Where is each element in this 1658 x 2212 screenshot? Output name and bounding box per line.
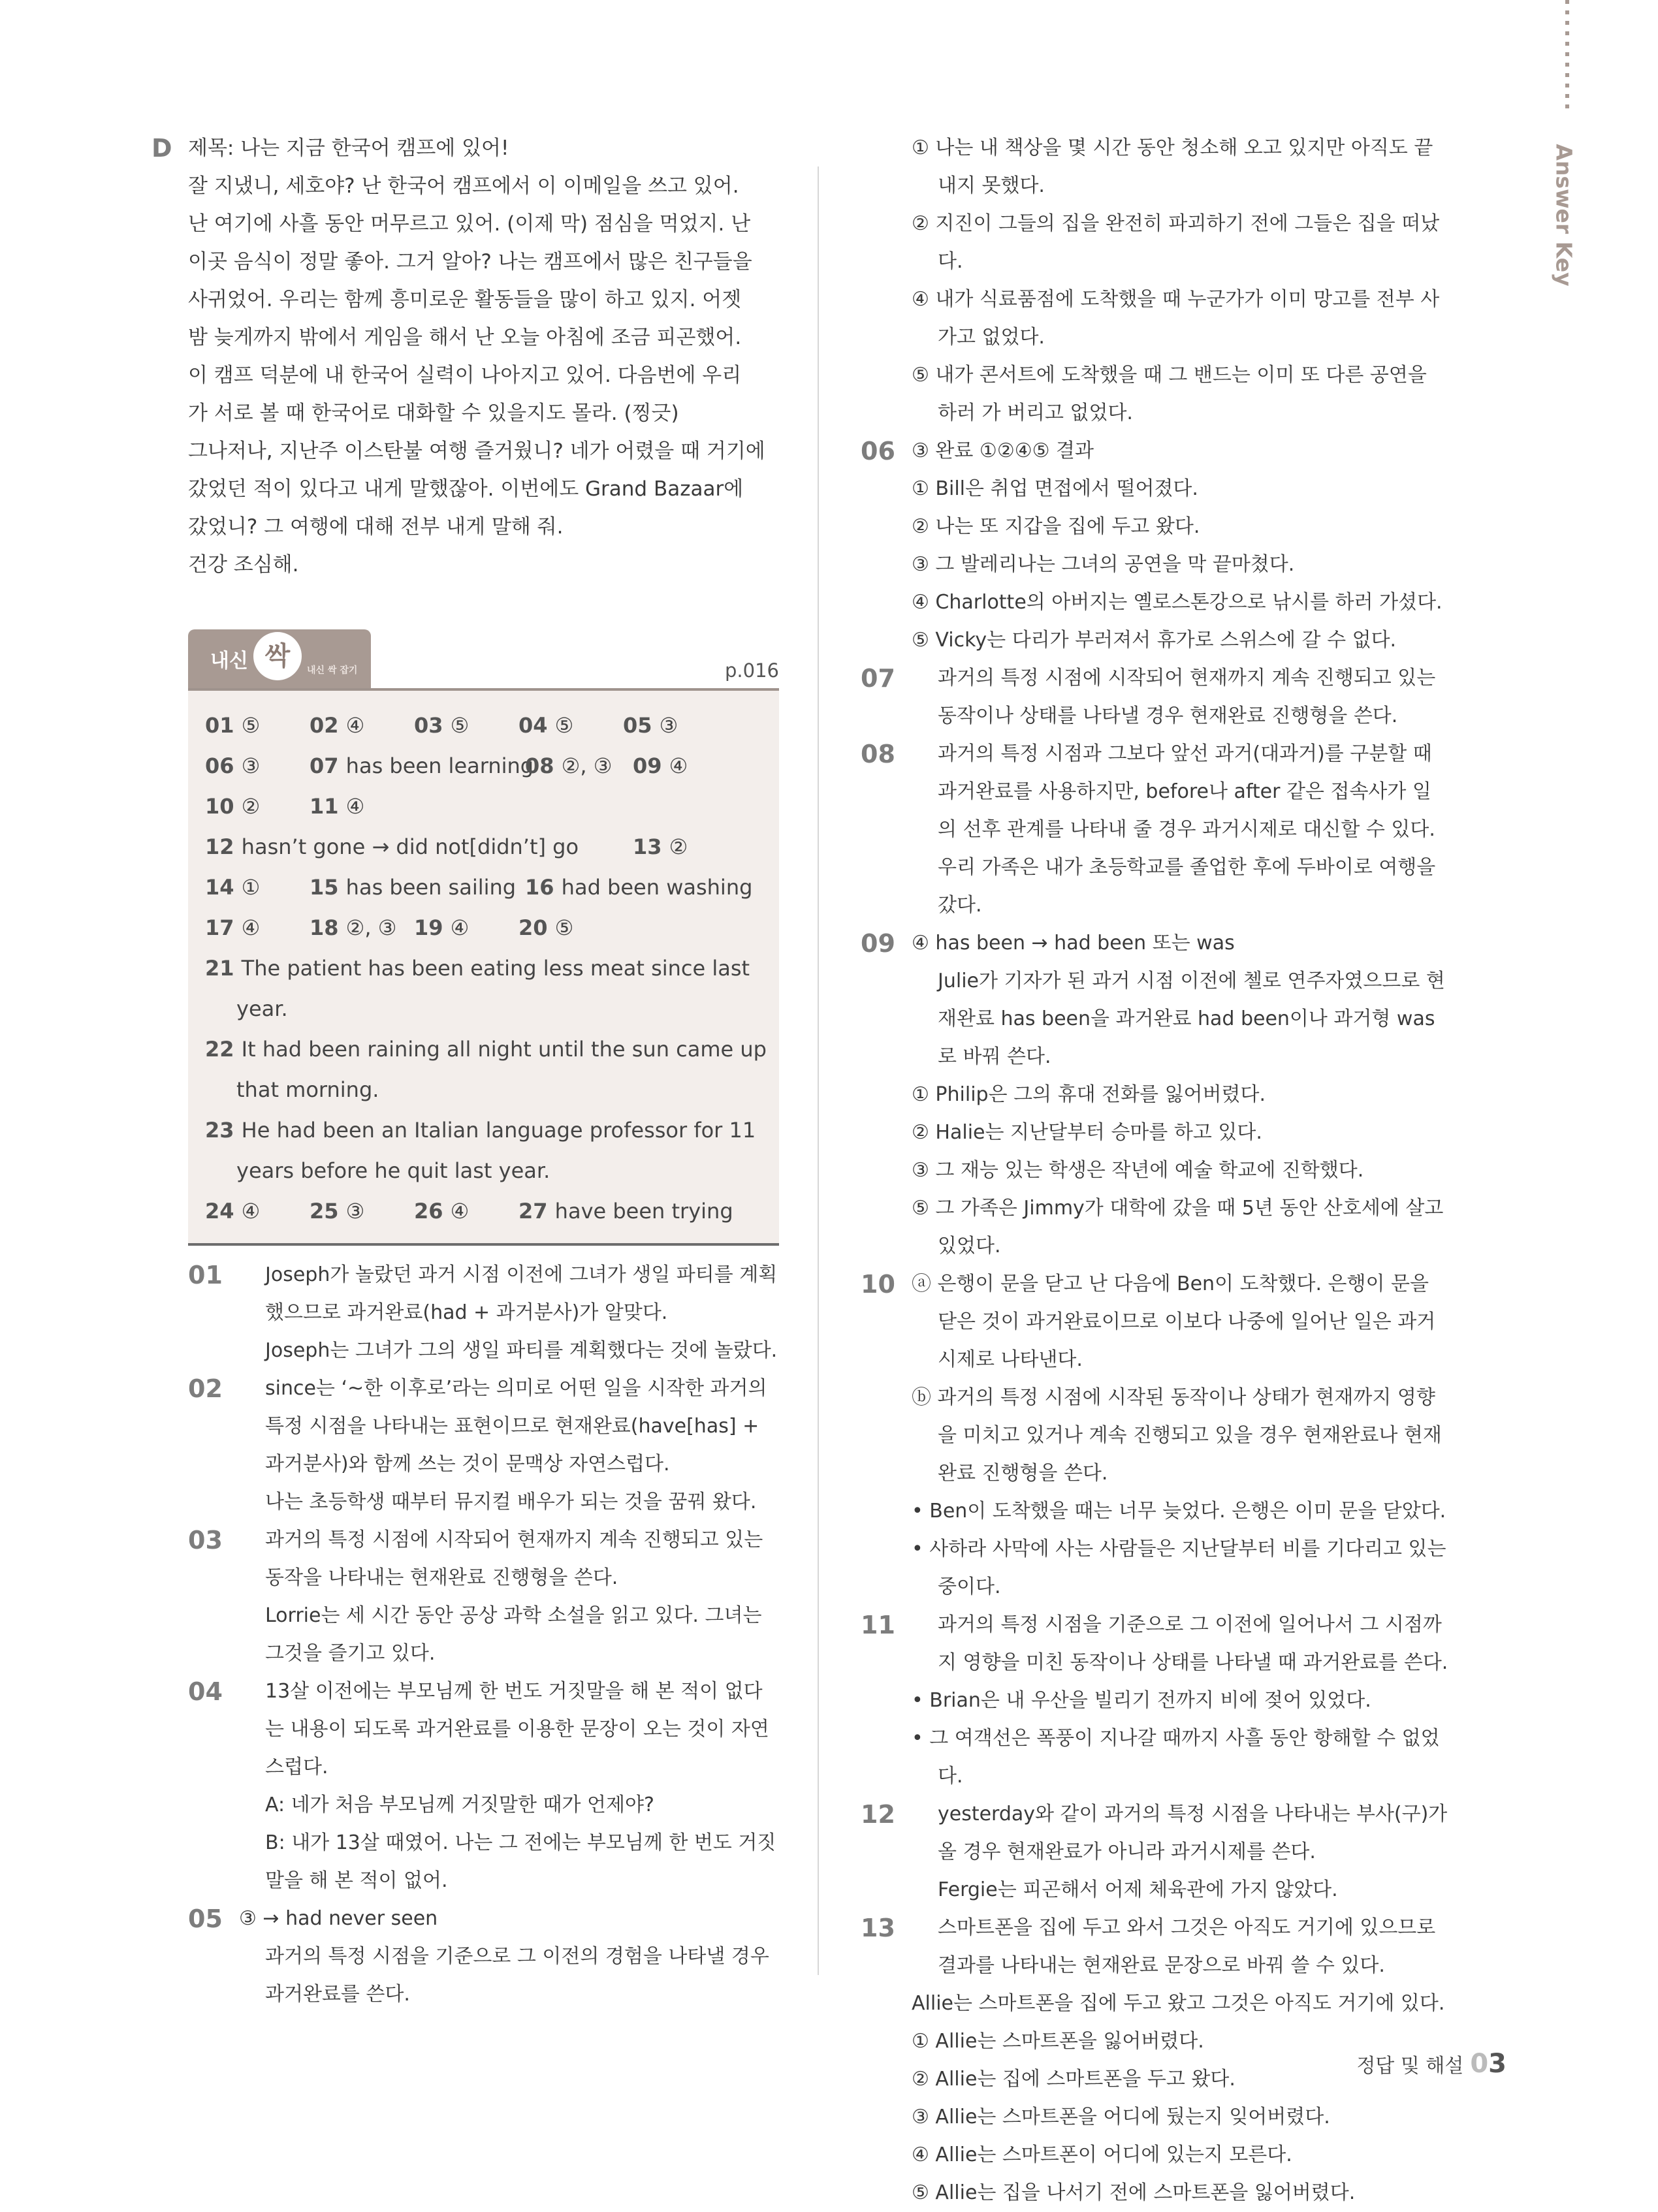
answer-value: ⑤ bbox=[554, 713, 574, 738]
answer-item bbox=[310, 908, 396, 948]
answer-item bbox=[205, 786, 260, 827]
answer-number: 01 bbox=[205, 713, 242, 738]
tag-badge: 싹 bbox=[253, 632, 302, 680]
answer-number: 11 bbox=[310, 794, 346, 819]
explanation-line: Julie가 기자가 된 과거 시점 이전에 첼로 연주자였으므로 현재완료 has been을 과거완료 had been이나 과거형 was로 바꿔 쓴다. bbox=[938, 970, 1445, 1068]
passage-line: 가 서로 볼 때 한국어로 대화할 수 있을지도 몰라. (찡긋) bbox=[188, 402, 679, 425]
explanation-line: ① Bill은 취업 면접에서 떨어졌다. bbox=[912, 477, 1198, 500]
answer-item bbox=[205, 705, 260, 746]
answer-item bbox=[205, 746, 260, 786]
explanation-11 bbox=[861, 1606, 1448, 1795]
answer-number: 15 bbox=[310, 875, 346, 900]
explanation-line: Allie는 스마트폰을 집에 두고 왔고 그것은 아직도 거기에 있다. bbox=[912, 1992, 1445, 2015]
explanation-line: ③ → had never seen bbox=[239, 1907, 438, 1930]
explanation-line: ④ 내가 식료품점에 도착했을 때 누군가가 이미 망고를 전부 사 가고 없었다. bbox=[912, 288, 1440, 349]
passage-text bbox=[188, 129, 779, 584]
explanation-line: ③ 그 재능 있는 학생은 작년에 예술 학교에 진학했다. bbox=[912, 1159, 1364, 1182]
question-number: 07 bbox=[861, 664, 895, 693]
answer-number: 02 bbox=[310, 713, 346, 738]
explanation-09 bbox=[861, 924, 1448, 1265]
answer-value: ②, ③ bbox=[345, 915, 397, 940]
explanation-line: Fergie는 피곤해서 어제 체육관에 가지 않았다. bbox=[938, 1878, 1338, 1901]
question-number: 02 bbox=[188, 1374, 223, 1403]
question-number: 08 bbox=[861, 740, 895, 768]
answer-value: has been sailing bbox=[345, 875, 517, 900]
answer-value: ④ bbox=[345, 794, 365, 819]
answer-item bbox=[518, 705, 573, 746]
explanation-07 bbox=[861, 659, 1448, 735]
answer-number: 24 bbox=[205, 1199, 242, 1224]
answer-value: ③ bbox=[345, 1199, 365, 1224]
explanation-line: 과거의 특정 시점을 기준으로 그 이전에 일어나서 그 시점까지 영향을 미친 동작이나 상태를 나타낼 때 과거완료를 쓴다. bbox=[938, 1613, 1448, 1674]
question-number: 01 bbox=[188, 1261, 223, 1289]
answer-value: ④ bbox=[450, 915, 470, 940]
explanation-02 bbox=[188, 1370, 779, 1521]
question-number: 04 bbox=[188, 1677, 223, 1706]
right-column bbox=[861, 129, 1448, 2212]
question-number: 03 bbox=[188, 1526, 223, 1555]
explanation-line: ⓑ 과거의 특정 시점에 시작된 동작이나 상태가 현재까지 영향을 미치고 있거나 계속 진행되고 있을 경우 현재완료나 현재완료 진행형을 쓴다. bbox=[912, 1386, 1442, 1485]
explanation-line: Joseph는 그녀가 그의 생일 파티를 계획했다는 것에 놀랐다. bbox=[265, 1339, 778, 1362]
question-number: 09 bbox=[861, 929, 895, 958]
answer-value: ③ bbox=[241, 753, 261, 778]
explanation-line: ② 나는 또 지갑을 집에 두고 왔다. bbox=[912, 515, 1200, 538]
answer-number: 21 bbox=[205, 956, 242, 981]
explanation-line: ⑤ Vicky는 다리가 부러져서 휴가로 스위스에 갈 수 없다. bbox=[912, 629, 1397, 652]
question-number: 12 bbox=[861, 1800, 895, 1829]
explanation-line: ② 지진이 그들의 집을 완전히 파괴하기 전에 그들은 집을 떠났다. bbox=[912, 212, 1440, 273]
question-number: 06 bbox=[861, 437, 895, 466]
explanation-line: since는 ‘~한 이후로’라는 의미로 어떤 일을 시작한 과거의 특정 시점을 나타내는 표현이므로 현재완료(have[has] + 과거분사)와 함께 쓰는 것이 문맥상 자연스럽다. bbox=[265, 1377, 767, 1476]
answer-value: hasn’t gone → did not[didn’t] go bbox=[241, 834, 579, 859]
answer-number: 13 bbox=[633, 834, 669, 859]
answer-box bbox=[188, 691, 779, 1243]
answer-number: 05 bbox=[623, 713, 660, 738]
answer-value: ③ bbox=[659, 713, 678, 738]
explanation-line: 13살 이전에는 부모님께 한 번도 거짓말을 해 본 적이 없다는 내용이 되도록 과거완료를 이용한 문장이 오는 것이 자연스럽다. bbox=[265, 1680, 769, 1778]
answer-item bbox=[205, 908, 260, 948]
question-number: 11 bbox=[861, 1611, 895, 1639]
answer-number: 06 bbox=[205, 753, 242, 778]
answer-number: 18 bbox=[310, 915, 346, 940]
answer-value: have been trying bbox=[554, 1199, 733, 1224]
explanation-line: B: 내가 13살 때였어. 나는 그 전에는 부모님께 한 번도 거짓말을 해 본 적이 없어. bbox=[265, 1831, 776, 1892]
answer-number: 16 bbox=[525, 875, 562, 900]
question-number: 05 bbox=[188, 1904, 223, 1933]
answer-item bbox=[205, 1110, 779, 1191]
answer-number: 08 bbox=[525, 753, 562, 778]
explanation-line: ① Philip은 그의 휴대 전화를 잃어버렸다. bbox=[912, 1083, 1266, 1106]
explanation-line: ④ Allie는 스마트폰이 어디에 있는지 모른다. bbox=[912, 2143, 1292, 2166]
answer-number: 12 bbox=[205, 834, 242, 859]
answer-item bbox=[205, 867, 260, 908]
answer-item bbox=[414, 705, 469, 746]
passage-line: 잘 지냈니, 세호야? 난 한국어 캠프에서 이 이메일을 쓰고 있어. bbox=[188, 174, 739, 198]
answer-value: ② bbox=[669, 834, 688, 859]
answer-value: ⑤ bbox=[450, 713, 470, 738]
explanation-04 bbox=[188, 1673, 779, 1900]
explanation-line: yesterday와 같이 과거의 특정 시점을 나타내는 부사(구)가 올 경우 현재완료가 아니라 과거시제를 쓴다. bbox=[938, 1803, 1448, 1863]
answer-value: ④ bbox=[669, 753, 688, 778]
answer-row bbox=[205, 827, 779, 867]
explanation-line: 나는 초등학생 때부터 뮤지컬 배우가 되는 것을 꿈꿔 왔다. bbox=[265, 1491, 757, 1513]
answer-value: ④ bbox=[450, 1199, 470, 1224]
explanation-line: • Brian은 내 우산을 빌리기 전까지 비에 젖어 있었다. bbox=[912, 1689, 1371, 1712]
answer-item bbox=[310, 1191, 364, 1231]
answer-value: ④ bbox=[241, 915, 261, 940]
passage-line: 난 여기에 사흘 동안 머무르고 있어. (이제 막) 점심을 먹었지. 난 bbox=[188, 212, 751, 236]
answer-number: 10 bbox=[205, 794, 242, 819]
answer-value: has been learning bbox=[345, 753, 534, 778]
answer-box-bottom-rule bbox=[188, 1243, 779, 1246]
answer-row bbox=[205, 786, 779, 827]
answer-number: 07 bbox=[310, 753, 346, 778]
explanation-line: ③ 그 발레리나는 그녀의 공연을 막 끝마쳤다. bbox=[912, 553, 1295, 576]
explanation-line: 스마트폰을 집에 두고 와서 그것은 아직도 거기에 있으므로 결과를 나타내는 현재완료 문장으로 바꿔 쓸 수 있다. bbox=[938, 1916, 1436, 1977]
answer-value: ④ bbox=[241, 1199, 261, 1224]
explanation-line: 과거의 특정 시점을 기준으로 그 이전의 경험을 나타낼 경우 과거완료를 쓴다. bbox=[265, 1945, 769, 2006]
answer-number: 20 bbox=[518, 915, 555, 940]
passage-line: 그나저나, 지난주 이스탄불 여행 즐거웠니? 네가 어렸을 때 거기에 bbox=[188, 439, 765, 463]
answer-item bbox=[414, 908, 469, 948]
answer-item bbox=[525, 867, 752, 908]
explanation-line: ④ has been → had been 또는 was bbox=[912, 932, 1235, 955]
answer-value: ⑤ bbox=[554, 915, 574, 940]
explanation-line: 과거의 특정 시점과 그보다 앞선 과거(대과거)를 구분할 때 과거완료를 사용하지만, before나 after 같은 접속사가 일의 선후 관계를 나타내 줄 경우 과거시제로 대신할 수 있다. bbox=[938, 742, 1435, 841]
explanation-line: ⓐ 은행이 문을 닫고 난 다음에 Ben이 도착했다. 은행이 문을 닫은 것이 과거완료이므로 이보다 나중에 일어난 일은 과거시제로 나타낸다. bbox=[912, 1272, 1436, 1371]
explanation-line: A: 네가 처음 부모님께 거짓말한 때가 언제야? bbox=[265, 1793, 654, 1816]
answer-row bbox=[205, 746, 779, 786]
explanation-line: ① 나는 내 책상을 몇 시간 동안 청소해 오고 있지만 아직도 끝내지 못했다. bbox=[912, 136, 1433, 197]
answer-item bbox=[525, 746, 612, 786]
passage-line: 건강 조심해. bbox=[188, 553, 299, 577]
answer-item bbox=[310, 867, 516, 908]
answer-number: 03 bbox=[414, 713, 451, 738]
answer-item bbox=[205, 827, 579, 867]
answer-value: ① bbox=[241, 875, 261, 900]
explanation-line: • 사하라 사막에 사는 사람들은 지난달부터 비를 기다리고 있는 중이다. bbox=[912, 1538, 1446, 1598]
answer-box-header bbox=[188, 629, 779, 688]
answer-number: 25 bbox=[310, 1199, 346, 1224]
explanation-line: ③ 완료 ①②④⑤ 결과 bbox=[912, 439, 1094, 462]
answer-value: had been washing bbox=[561, 875, 753, 900]
explanation-line: 우리 가족은 내가 초등학교를 졸업한 후에 두바이로 여행을 갔다. bbox=[938, 856, 1436, 917]
explanation-01 bbox=[188, 1256, 779, 1370]
answer-number: 14 bbox=[205, 875, 242, 900]
question-number: 13 bbox=[861, 1914, 895, 1942]
explanation-line: ⑤ Allie는 집을 나서기 전에 스마트폰을 잃어버렸다. bbox=[912, 2181, 1356, 2204]
answer-number: 22 bbox=[205, 1037, 242, 1062]
explanation-line: ⑤ 내가 콘서트에 도착했을 때 그 밴드는 이미 또 다른 공연을 하러 가 버리고 없었다. bbox=[912, 364, 1427, 424]
page-footer: 정답 및 해설 03 bbox=[1356, 2049, 1507, 2079]
answer-item bbox=[518, 908, 573, 948]
passage-D bbox=[151, 129, 779, 584]
explanation-line: ④ Charlotte의 아버지는 옐로스톤강으로 낚시를 하러 가셨다. bbox=[912, 591, 1443, 614]
explanation-05-continued bbox=[861, 129, 1448, 432]
answer-number: 26 bbox=[414, 1199, 451, 1224]
passage-line: 갔었던 적이 있다고 내게 말했잖아. 이번에도 Grand Bazaar에 bbox=[188, 477, 744, 501]
passage-line: 이 캠프 덕분에 내 한국어 실력이 나아지고 있어. 다음번에 우리 bbox=[188, 364, 742, 387]
answer-item bbox=[633, 746, 688, 786]
left-column bbox=[151, 129, 779, 2014]
explanation-line: Lorrie는 세 시간 동안 공상 과학 소설을 읽고 있다. 그녀는 그것을 즐기고 있다. bbox=[265, 1604, 762, 1665]
page-reference: p.016 bbox=[725, 659, 779, 682]
answer-item bbox=[205, 1029, 779, 1110]
answer-item bbox=[518, 1191, 733, 1231]
decorative-dots bbox=[1565, 0, 1569, 111]
explanation-line: 과거의 특정 시점에 시작되어 현재까지 계속 진행되고 있는 동작이나 상태를 나타낼 경우 현재완료 진행형을 쓴다. bbox=[938, 667, 1436, 727]
answer-item bbox=[205, 1191, 260, 1231]
answer-row bbox=[205, 908, 779, 948]
right-explanations bbox=[861, 432, 1448, 2212]
answer-key-tab: Answer Key bbox=[1551, 144, 1577, 287]
explanation-line: Joseph가 놀랐던 과거 시점 이전에 그녀가 생일 파티를 계획했으므로 과거완료(had + 과거분사)가 알맞다. bbox=[265, 1263, 778, 1324]
answer-row bbox=[205, 705, 779, 746]
answer-value: The patient has been eating less meat since last year. bbox=[236, 956, 750, 1021]
answer-item bbox=[310, 746, 534, 786]
answer-value: It had been raining all night until the sun came up that morning. bbox=[236, 1037, 767, 1102]
explanation-line: ① Allie는 스마트폰을 잃어버렸다. bbox=[912, 2030, 1204, 2053]
explanation-line: ③ Allie는 스마트폰을 어디에 뒀는지 잊어버렸다. bbox=[912, 2106, 1330, 2128]
answer-number: 23 bbox=[205, 1118, 242, 1143]
explanation-05 bbox=[188, 1900, 779, 2014]
answer-value: He had been an Italian language professor for 11 years before he quit last year. bbox=[236, 1118, 756, 1183]
explanation-line: ⑤ 그 가족은 Jimmy가 대학에 갔을 때 5년 동안 산호세에 살고 있었다. bbox=[912, 1197, 1444, 1257]
question-number: 10 bbox=[861, 1270, 895, 1299]
explanation-line: • Ben이 도착했을 때는 너무 늦었다. 은행은 이미 문을 닫았다. bbox=[912, 1500, 1446, 1523]
answer-number: 09 bbox=[633, 753, 669, 778]
explanation-line: 과거의 특정 시점에 시작되어 현재까지 계속 진행되고 있는 동작을 나타내는 현재완료 진행형을 쓴다. bbox=[265, 1528, 763, 1589]
explanation-06 bbox=[861, 432, 1448, 659]
answer-number: 17 bbox=[205, 915, 242, 940]
explanation-03 bbox=[188, 1521, 779, 1673]
passage-line: 갔었니? 그 여행에 대해 전부 내게 말해 줘. bbox=[188, 515, 564, 539]
explanation-line: • 그 여객선은 폭풍이 지나갈 때까지 사흘 동안 항해할 수 없었다. bbox=[912, 1727, 1440, 1788]
explanation-10 bbox=[861, 1265, 1448, 1606]
answer-number: 19 bbox=[414, 915, 451, 940]
answer-item bbox=[205, 948, 779, 1029]
explanation-line: ② Halie는 지난달부터 승마를 하고 있다. bbox=[912, 1121, 1262, 1144]
answer-number: 04 bbox=[518, 713, 555, 738]
answer-item bbox=[633, 827, 688, 867]
answer-value: ②, ③ bbox=[561, 753, 613, 778]
explanation-line: ② Allie는 집에 스마트폰을 두고 왔다. bbox=[912, 2068, 1236, 2091]
answer-value: ② bbox=[241, 794, 261, 819]
passage-line: 제목: 나는 지금 한국어 캠프에 있어! bbox=[188, 136, 509, 160]
passage-line: 이곳 음식이 정말 좋아. 그거 알아? 나는 캠프에서 많은 친구들을 bbox=[188, 250, 752, 274]
answer-number: 27 bbox=[518, 1199, 555, 1224]
passage-letter: D bbox=[151, 134, 172, 163]
left-explanations bbox=[188, 1256, 779, 2014]
explanation-08 bbox=[861, 735, 1448, 924]
answer-item bbox=[623, 705, 678, 746]
answer-value: ④ bbox=[345, 713, 365, 738]
answer-value: ⑤ bbox=[241, 713, 261, 738]
explanation-12 bbox=[861, 1795, 1448, 1909]
answer-item bbox=[310, 786, 364, 827]
section-tag: 내신 싹 내신 싹 잡기 bbox=[188, 629, 371, 688]
answer-item bbox=[310, 705, 364, 746]
passage-line: 밤 늦게까지 밖에서 게임을 해서 난 오늘 아침에 조금 피곤했어. bbox=[188, 326, 742, 349]
column-divider bbox=[818, 166, 819, 1975]
passage-line: 사귀었어. 우리는 함께 흥미로운 활동들을 많이 하고 있지. 어젯 bbox=[188, 288, 742, 311]
answer-item bbox=[414, 1191, 469, 1231]
answer-row bbox=[205, 1191, 779, 1231]
answer-row bbox=[205, 867, 779, 908]
